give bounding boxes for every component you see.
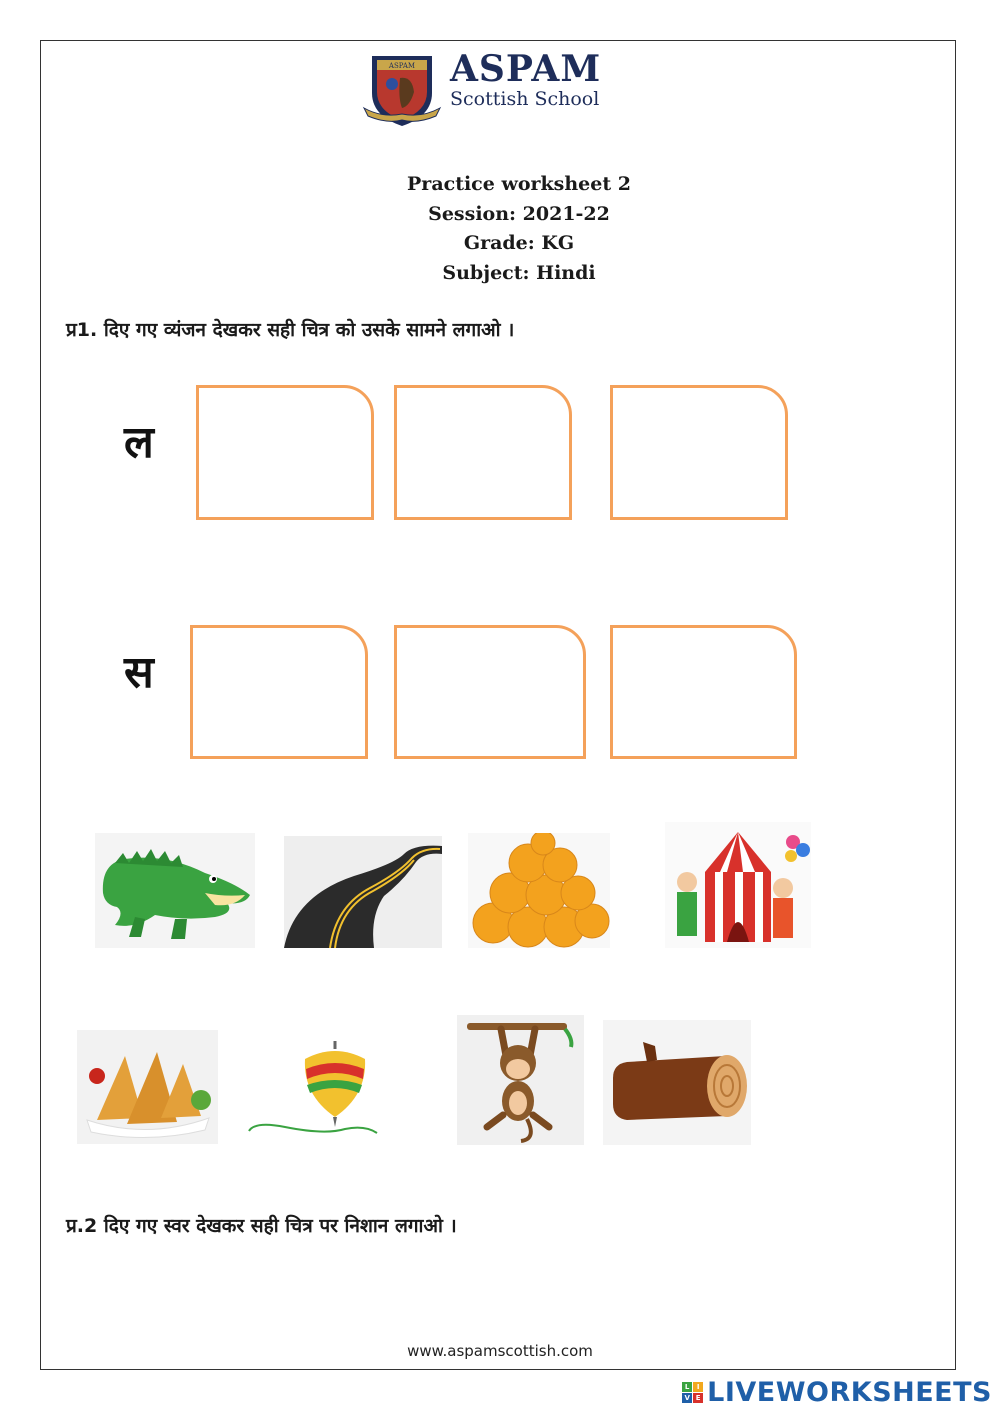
- grade-label: Grade: KG: [463, 232, 575, 254]
- school-crest-icon: [362, 48, 442, 128]
- subject-label: Subject: Hindi: [442, 261, 596, 284]
- drop-box-sa-1[interactable]: [190, 625, 368, 759]
- worksheet-title: Practice worksheet 2: [407, 173, 631, 195]
- drop-box-la-1[interactable]: [196, 385, 374, 520]
- school-name: ASPAM: [450, 48, 602, 90]
- worksheet-header: [0, 170, 1000, 288]
- road-picture[interactable]: [284, 836, 442, 948]
- laddoo-picture[interactable]: [468, 833, 610, 948]
- drop-box-sa-3[interactable]: [610, 625, 797, 759]
- question-1: प्र1. दिए गए व्यंजन देखकर सही चित्र को उसके सामने लगाओ ।: [66, 319, 515, 341]
- svg-text:ASPAM: ASPAM: [388, 62, 416, 70]
- liveworksheets-logo-icon: L I V E: [682, 1382, 703, 1403]
- liveworksheets-text: LIVEWORKSHEETS: [707, 1377, 992, 1408]
- session-label: Session: 2021-22: [428, 202, 610, 225]
- drop-box-sa-2[interactable]: [394, 625, 586, 759]
- letter-sa: स: [124, 647, 154, 698]
- liveworksheets-watermark: [682, 1377, 992, 1408]
- school-brand: [450, 50, 601, 110]
- circus-picture[interactable]: [665, 822, 811, 948]
- question-2: प्र.2 दिए गए स्वर देखकर सही चित्र पर निशान लगाओ ।: [66, 1215, 457, 1237]
- drop-box-la-2[interactable]: [394, 385, 572, 520]
- monkey-picture[interactable]: [457, 1015, 584, 1145]
- school-subtitle: Scottish School: [450, 88, 600, 110]
- spinning-top-picture[interactable]: [245, 1035, 381, 1143]
- log-picture[interactable]: [603, 1020, 751, 1145]
- drop-box-la-3[interactable]: [610, 385, 788, 520]
- footer-website[interactable]: www.aspamscottish.com: [407, 1342, 593, 1360]
- crocodile-picture[interactable]: [95, 833, 255, 948]
- letter-la: ल: [124, 417, 154, 468]
- samosa-picture[interactable]: [77, 1030, 218, 1144]
